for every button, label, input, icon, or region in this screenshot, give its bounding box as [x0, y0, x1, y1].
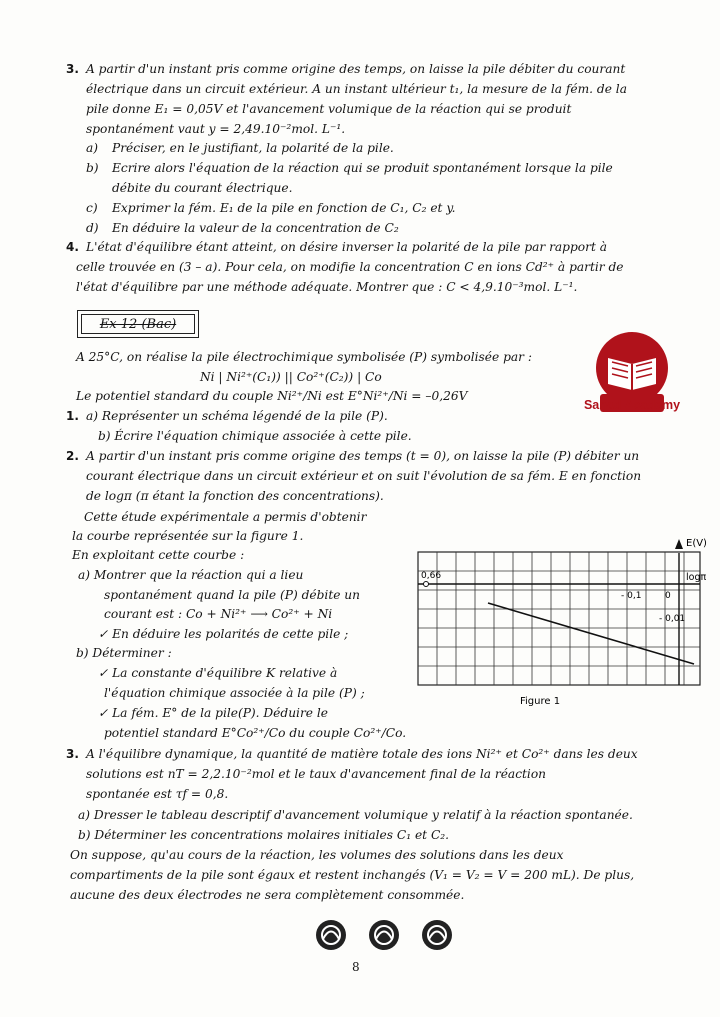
- checklist-item: ✓ La constante d'équilibre K relative à: [98, 666, 338, 680]
- paragraph-line: a) Montrer que la réaction qui a lieu: [78, 568, 304, 582]
- question-number: 4.: [66, 240, 79, 254]
- tick-label: - 0,01: [659, 614, 686, 624]
- logo-text: Sanad Academy: [583, 398, 681, 412]
- item-label: b): [86, 161, 99, 175]
- question-number: 3.: [66, 747, 79, 761]
- paragraph-line: spontanément quand la pile (P) débite un: [104, 588, 361, 602]
- standard-potential: Le potentiel standard du couple Ni²⁺/Ni est E°Ni²⁺/Ni = –0,26V: [76, 389, 468, 403]
- item-text: Ecrire alors l'équation de la réaction qui se produit spontanément lorsque la pile: [112, 161, 613, 175]
- y-axis-label: E(V): [686, 538, 707, 549]
- paragraph-line: potentiel standard E°Co²⁺/Co du couple Co²⁺/Co.: [104, 726, 407, 740]
- paragraph-line: l'état d'équilibre par une méthode adéquate. Montrer que : C < 4,9.10⁻³mol. L⁻¹.: [76, 280, 578, 294]
- paragraph-line: On suppose, qu'au cours de la réaction, les volumes des solutions dans les deux: [70, 848, 564, 862]
- question-item: a) Dresser le tableau descriptif d'avancement volumique y relatif à la réaction spontanée.: [78, 808, 633, 822]
- curve-line: [488, 603, 694, 664]
- item-label: d): [86, 221, 99, 235]
- paragraph-line: spontanée est τf = 0,8.: [86, 787, 229, 801]
- tick-label: - 0,1: [621, 591, 642, 601]
- point-marker: [424, 582, 429, 587]
- question-item: b) Écrire l'équation chimique associée à cette pile.: [98, 429, 412, 443]
- item-label: a): [86, 141, 99, 155]
- paragraph-line: la courbe représentée sur la figure 1.: [72, 529, 304, 543]
- item-label: c): [86, 201, 98, 215]
- paragraph-line: celle trouvée en (3 – a). Pour cela, on modifie la concentration C en ions Cd²⁺ à partir de: [76, 260, 624, 274]
- paragraph-line: A partir d'un instant pris comme origine des temps (t = 0), on laisse la pile (P) débiter un: [86, 449, 640, 463]
- paragraph-line: aucune des deux électrodes ne sera complètement consommée.: [70, 888, 465, 902]
- paragraph-line: pile donne E₁ = 0,05V et l'avancement volumique de la réaction qui se produit: [86, 102, 572, 116]
- question-item: b) Déterminer les concentrations molaires initiales C₁ et C₂.: [78, 828, 450, 842]
- paragraph-line: compartiments de la pile sont égaux et restent inchangés (V₁ = V₂ = V = 200 mL). De plus,: [70, 868, 635, 882]
- paragraph-line: A l'équilibre dynamique, la quantité de matière totale des ions Ni²⁺ et Co²⁺ dans les deux: [86, 747, 638, 761]
- question-item: a) Représenter un schéma légendé de la pile (P).: [86, 409, 388, 423]
- question-number: 1.: [66, 409, 79, 423]
- paragraph-line: électrique dans un circuit extérieur. A un instant ultérieur t₁, la mesure de la fém. de la: [86, 82, 627, 96]
- exercise-title: Ex 12 (Bac): [81, 314, 195, 334]
- intro-line: A 25°C, on réalise la pile électrochimique symbolisée (P) symbolisée par :: [76, 350, 532, 364]
- exercise-title-box: [77, 310, 199, 338]
- paragraph-line: En exploitant cette courbe :: [72, 548, 245, 562]
- y-axis-arrow-icon: [675, 539, 683, 549]
- x-axis-label: logπ: [686, 572, 707, 583]
- paragraph-line: courant électrique dans un circuit extérieur et on suit l'évolution de sa fém. E en fonction: [86, 469, 642, 483]
- paragraph-line: l'équation chimique associée à la pile (P) ;: [104, 686, 365, 700]
- question-number: 3.: [66, 62, 79, 76]
- paragraph-line: solutions est nT = 2,2.10⁻²mol et le taux d'avancement final de la réaction: [86, 767, 547, 781]
- paragraph-line: Cette étude expérimentale a permis d'obtenir: [84, 510, 367, 524]
- ornament-icon: [367, 918, 401, 952]
- paragraph-line: L'état d'équilibre étant atteint, on désire inverser la polarité de la pile par rapport à: [86, 240, 607, 254]
- grid-frame: [418, 552, 700, 685]
- checklist-item: ✓ En déduire les polarités de cette pile ;: [98, 627, 349, 641]
- paragraph-line: de logπ (π étant la fonction des concentrations).: [86, 489, 384, 503]
- paragraph-line: b) Déterminer :: [76, 646, 172, 660]
- item-text: Préciser, en le justifiant, la polarité de la pile.: [112, 141, 394, 155]
- item-text: débite du courant électrique.: [112, 181, 293, 195]
- figure-1-graph: [404, 533, 720, 713]
- reaction-equation: courant est : Co + Ni²⁺ ⟶ Co²⁺ + Ni: [104, 607, 333, 621]
- checklist-item: ✓ La fém. E° de la pile(P). Déduire le: [98, 706, 328, 720]
- sanad-academy-logo: [578, 330, 686, 416]
- item-text: En déduire la valeur de la concentration de C₂: [112, 221, 399, 235]
- item-text: Exprimer la fém. E₁ de la pile en fonction de C₁, C₂ et y.: [112, 201, 456, 215]
- ornament-icon: [314, 918, 348, 952]
- figure-caption: Figure 1: [520, 696, 561, 707]
- cell-diagram: Ni | Ni²⁺(C₁)) || Co²⁺(C₂)) | Co: [200, 370, 382, 384]
- question-number: 2.: [66, 449, 79, 463]
- ornament-icon: [420, 918, 454, 952]
- paragraph-line: spontanément vaut y = 2,49.10⁻²mol. L⁻¹.: [86, 122, 346, 136]
- page-number: 8: [352, 960, 360, 974]
- origin-label: 0: [665, 591, 671, 601]
- paragraph-line: A partir d'un instant pris comme origine des temps, on laisse la pile débiter du courant: [86, 62, 626, 76]
- tick-label: 0,66: [421, 571, 442, 581]
- graph-grid: [418, 552, 700, 685]
